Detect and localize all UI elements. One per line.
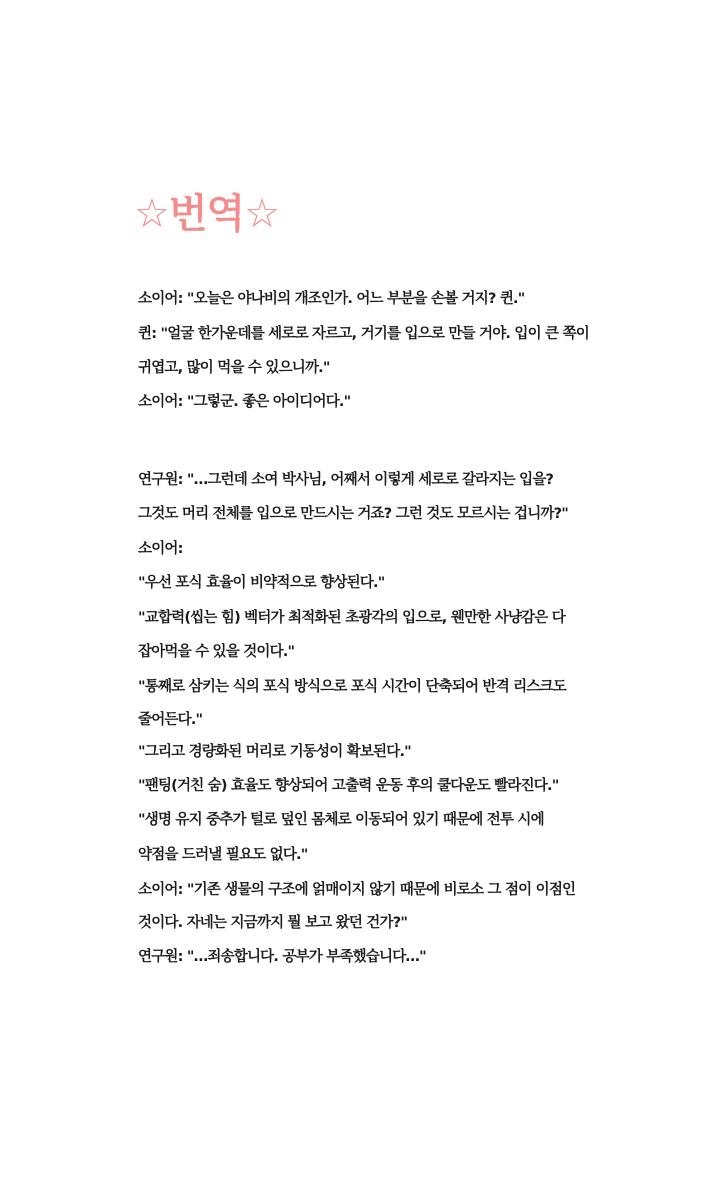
dialogue-line: "그리고 경량화된 머리로 기동성이 확보된다." xyxy=(138,744,411,760)
dialogue-line: "팬팅(거친 숨) 효율도 향상되어 고출력 운동 후의 쿨다운도 빨라진다." xyxy=(138,778,559,794)
dialogue-line: 그것도 머리 전체를 입으로 만드시는 거죠? 그런 것도 모르시는 겁니까?" xyxy=(138,506,569,522)
dialogue-line: 퀸: "얼굴 한가운데를 세로로 자르고, 거기를 입으로 만들 거야. 입이 큰 쪽이 xyxy=(138,326,589,342)
dialogue-line: 잡아먹을 수 있을 것이다." xyxy=(138,644,295,660)
dialogue-line: "우선 포식 효율이 비약적으로 향상된다." xyxy=(138,575,385,591)
dialogue-line: "통째로 삼키는 식의 포식 방식으로 포식 시간이 단축되어 반격 리스크도 xyxy=(138,679,566,695)
dialogue-line: 연구원: "…그런데 소여 박사님, 어째서 이렇게 세로로 갈라지는 입을? xyxy=(138,472,554,488)
dialogue-line: 소이어: "그렇군. 좋은 아이디어다." xyxy=(138,394,351,410)
dialogue-line: 소이어: "오늘은 야나비의 개조인가. 어느 부분을 손볼 거지? 퀸." xyxy=(138,291,525,307)
page-title: ☆번역☆ xyxy=(134,191,279,237)
dialogue-line: 소이어: "기존 생물의 구조에 얽매이지 않기 때문에 비로소 그 점이 이점인 xyxy=(138,882,576,898)
dialogue-line: 소이어: xyxy=(138,541,183,557)
dialogue-line: "생명 유지 중추가 털로 덮인 몸체로 이동되어 있기 때문에 전투 시에 xyxy=(138,812,544,828)
dialogue-line: "교합력(씹는 힘) 벡터가 최적화된 초광각의 입으로, 웬만한 사냥감은 다 xyxy=(138,610,565,626)
dialogue-line: 줄어든다." xyxy=(138,712,203,728)
dialogue-line: 귀엽고, 많이 먹을 수 있으니까." xyxy=(138,360,330,376)
dialogue-line: 연구원: "…죄송합니다. 공부가 부족했습니다…" xyxy=(138,949,426,965)
dialogue-line: 약점을 드러낼 필요도 없다." xyxy=(138,847,308,863)
dialogue-line: 것이다. 자네는 지금까지 뭘 보고 왔던 건가?" xyxy=(138,915,408,931)
